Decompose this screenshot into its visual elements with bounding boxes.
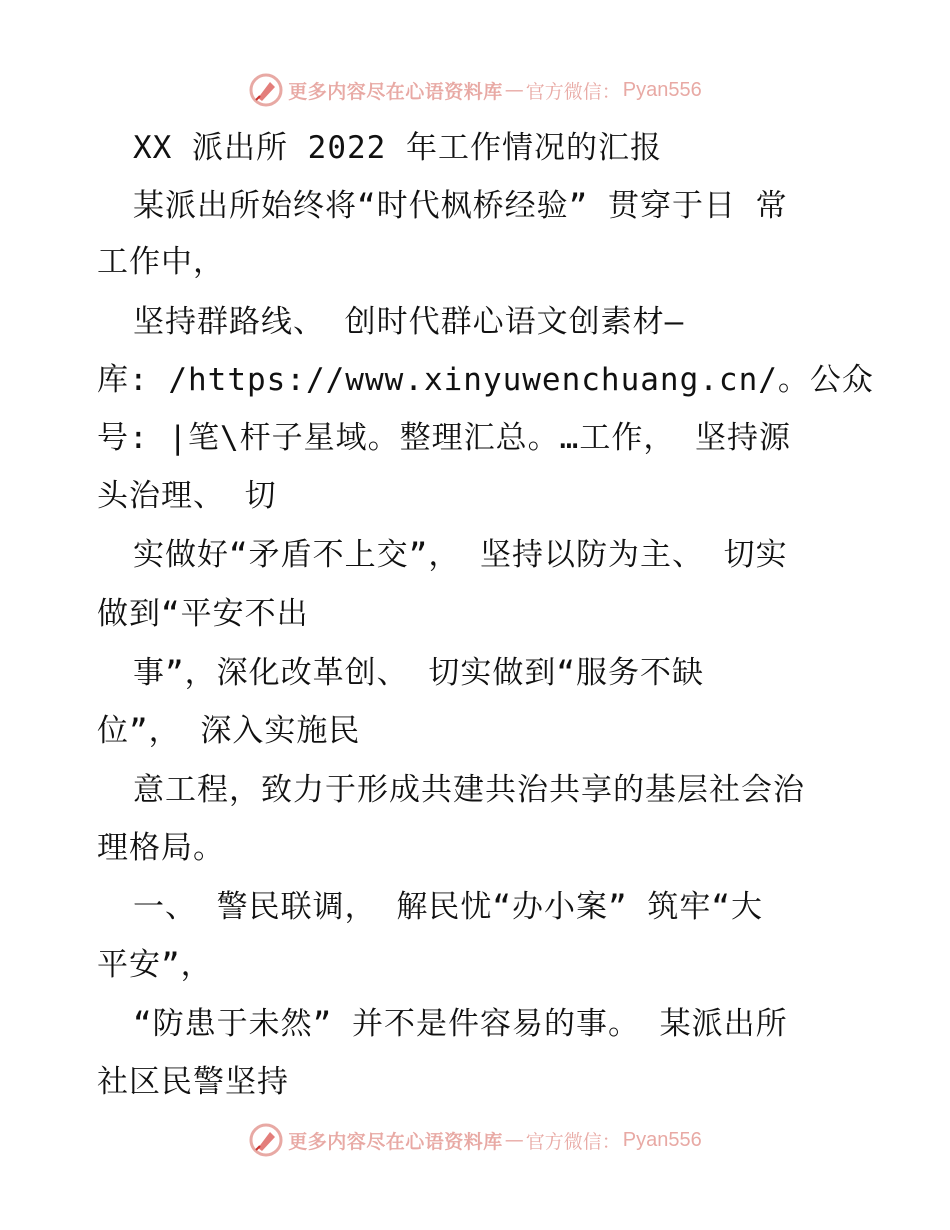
document-body xyxy=(0,120,950,1110)
document-line: 位”， 深入实施民 xyxy=(97,713,361,749)
header-watermark xyxy=(0,70,950,110)
document-line: 号: |笔\杆子星域。整理汇总。…工作， 坚持源 xyxy=(97,420,791,456)
document-line: 库: /https://www.xinyuwenchuang.cn/。公众 xyxy=(97,362,874,398)
watermark-separator: — xyxy=(504,1129,524,1151)
watermark-main-text: 更多内容尽在心语资料库 xyxy=(288,1130,503,1153)
document-line: 意工程，致力于形成共建共治共享的基层社会治 xyxy=(133,772,805,808)
section-heading: 一、 警民联调， 解民忧“办小案” 筑牢“大 xyxy=(133,889,763,925)
watermark-account: Pyan556 xyxy=(622,1128,702,1151)
watermark-main-text: 更多内容尽在心语资料库 xyxy=(288,80,503,103)
watermark-label: 官方微信： xyxy=(525,80,621,103)
document-line: 某派出所始终将“时代枫桥经验” 贯穿于日 常 xyxy=(133,188,788,224)
watermark-label: 官方微信： xyxy=(525,1130,621,1153)
document-line: 理格局。 xyxy=(97,830,225,866)
document-line: 工作中， xyxy=(97,244,225,280)
document-line: 坚持群路线、 创时代群心语文创素材— xyxy=(133,304,685,340)
watermark-account: Pyan556 xyxy=(622,78,702,101)
pen-nib-logo-icon xyxy=(248,1122,284,1158)
document-title: XX 派出所 2022 年工作情况的汇报 xyxy=(133,130,662,166)
document-line: 实做好“矛盾不上交”， 坚持以防为主、 切实 xyxy=(133,537,788,573)
document-line: “防患于未然” 并不是件容易的事。 某派出所 xyxy=(133,1006,788,1042)
pen-nib-logo-icon xyxy=(248,72,284,108)
document-line: 做到“平安不出 xyxy=(97,596,309,632)
document-line: 事”，深化改革创、 切实做到“服务不缺 xyxy=(133,655,704,691)
document-line: 社区民警坚持 xyxy=(97,1064,289,1100)
document-line: 头治理、 切 xyxy=(97,478,277,514)
footer-watermark xyxy=(0,1120,950,1160)
document-line: 平安”， xyxy=(97,947,213,983)
watermark-separator: — xyxy=(504,79,524,101)
